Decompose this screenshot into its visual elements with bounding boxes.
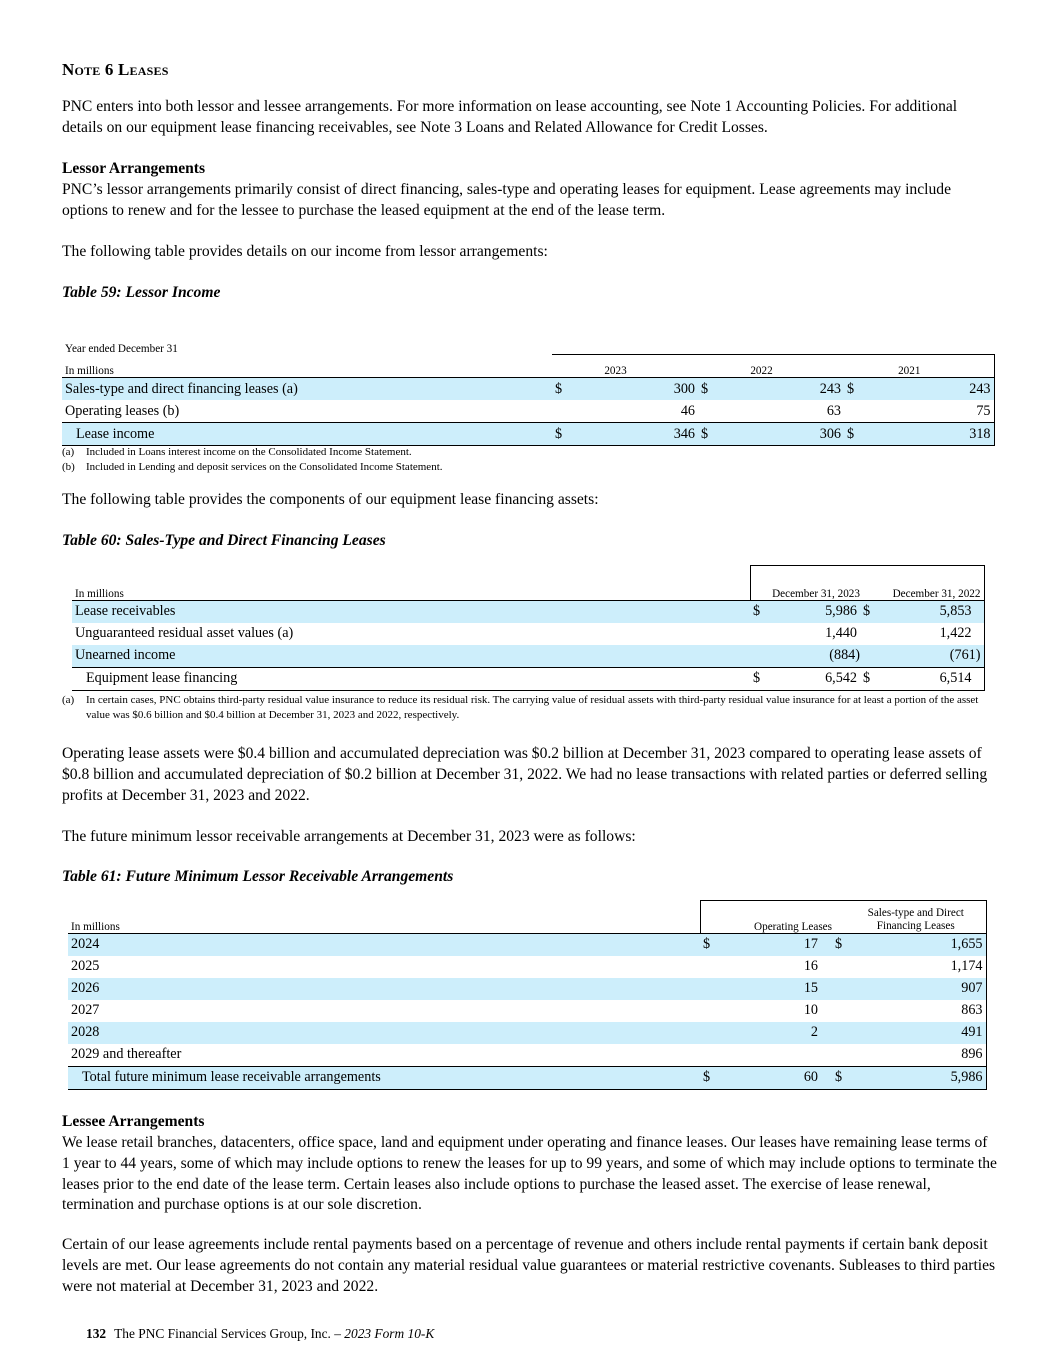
note-title: Note 6 Leases [62, 60, 169, 79]
table61 [68, 900, 987, 1090]
table60-title: Table 60: Sales-Type and Direct Financing Leases [62, 532, 386, 549]
page-number: 132 [86, 1326, 107, 1341]
page-footer [86, 1326, 434, 1342]
table59-year-label: Year ended December 31 [65, 342, 178, 355]
lessor-heading: Lessor Arrangements [62, 160, 206, 177]
table-row: 2026 15 907 [68, 978, 986, 1000]
table59-footnotes: (a) Included in Loans interest income on the Consolidated Income Statement. (b) Included in Lending and deposit services on the Consolidated Income Statement. [62, 446, 443, 473]
lessor-income-intro: The following table provides details on our income from lessor arrangements: [62, 243, 548, 260]
table-row-total: Lease income $ 346 $ 306 $ 318 [62, 423, 994, 446]
table59-col-2021: 2021 [862, 355, 994, 378]
operating-lease-paragraph: Operating lease assets were $0.4 billion and accumulated depreciation was $0.2 billion at December 31, 2023 compared to operating lease assets of $0.8 billion and accumulated depreciation of $0.2 billion at December 31, 2022. We had no lease transactions with related parties or deferred selling profits at December 31, 2023 and 2022. [62, 745, 988, 804]
table-row: Unearned income (884) (761) [72, 645, 984, 668]
table61-unit-label: In millions [68, 901, 700, 934]
table61-col-sales-type: Sales-type and Direct Financing Leases [846, 901, 986, 934]
lessee-heading: Lessee Arrangements [62, 1113, 205, 1130]
table-row: Lease receivables $ 5,986 $ 5,853 [72, 600, 984, 623]
table60-col-2022: December 31, 2022 [874, 566, 984, 601]
footer-company: The PNC Financial Services Group, Inc. – [114, 1326, 345, 1341]
table60-footnote: (a) In certain cases, PNC obtains third-party residual value insurance to reduce its residual risk. The carrying value of residual assets with third-party residual value insurance for at least a portion of the asset value was $0.6 billion and $0.4 billion at December 31, 2023 and 2022, respectively. [62, 694, 979, 721]
table61-col-operating: Operating Leases [714, 901, 832, 934]
table-row-total: Total future minimum lease receivable arrangements $ 60 $ 5,986 [68, 1066, 986, 1089]
table-row-total: Equipment lease financing $ 6,542 $ 6,514 [72, 667, 984, 690]
table59-title: Table 59: Lessor Income [62, 284, 221, 301]
table59-col-2022: 2022 [716, 355, 844, 378]
footer-form: 2023 Form 10-K [344, 1326, 435, 1341]
table-row: Unguaranteed residual asset values (a) 1,440 1,422 [72, 623, 984, 645]
table59-col-2023: 2023 [570, 355, 698, 378]
table60 [72, 565, 985, 691]
table-row: Operating leases (b) 46 63 75 [62, 400, 994, 423]
table-row: Sales-type and direct financing leases (a) $ 300 $ 243 $ 243 [62, 378, 994, 401]
table61-title: Table 61: Future Minimum Lessor Receivable Arrangements [62, 868, 454, 885]
components-intro: The following table provides the components of our equipment lease financing assets: [62, 491, 599, 508]
table60-unit-label: In millions [72, 566, 750, 601]
lessor-paragraph: PNC’s lessor arrangements primarily consist of direct financing, sales-type and operating leases for equipment. Lease agreements may include options to renew and for the lessee to purchase the leased equipment at the end of the lease term. [62, 181, 951, 219]
table-row: 2029 and thereafter 896 [68, 1044, 986, 1067]
lessee-paragraph: We lease retail branches, datacenters, office space, land and equipment under operating and finance leases. Our leases have remaining lease terms of 1 year to 44 years, some of which may include options to renew the leases for up to 99 years, and some of which may include options to terminate the leases prior to the end date of the lease term. Certain leases also include options to purchase the leased asset. The exercise of lease renewal, termination and purchase options is at our sole discretion. [62, 1134, 997, 1214]
future-intro: The future minimum lessor receivable arrangements at December 31, 2023 were as follows: [62, 828, 636, 845]
table-row: 2024 $ 17 $ 1,655 [68, 933, 986, 956]
table59 [62, 332, 995, 446]
rental-paragraph: Certain of our lease agreements include rental payments based on a percentage of revenue and others include rental payments if certain bank deposit levels are met. Our lease agreements do not contain any material residual value guarantees or material restrictive covenants. Subleases to third parties were not material at December 31, 2023 and 2022. [62, 1236, 996, 1295]
table-row: 2028 2 491 [68, 1022, 986, 1044]
intro-paragraph: PNC enters into both lessor and lessee arrangements. For more information on lease accounting, see Note 1 Accounting Policies. For additional details on our equipment lease financing receivables, see Note 3 Loans and Related Allowance for Credit Losses. [62, 98, 958, 136]
table60-col-2023: December 31, 2023 [764, 566, 860, 601]
table59-unit-label: In millions [62, 355, 552, 378]
table-row: 2027 10 863 [68, 1000, 986, 1022]
table-row: 2025 16 1,174 [68, 956, 986, 978]
